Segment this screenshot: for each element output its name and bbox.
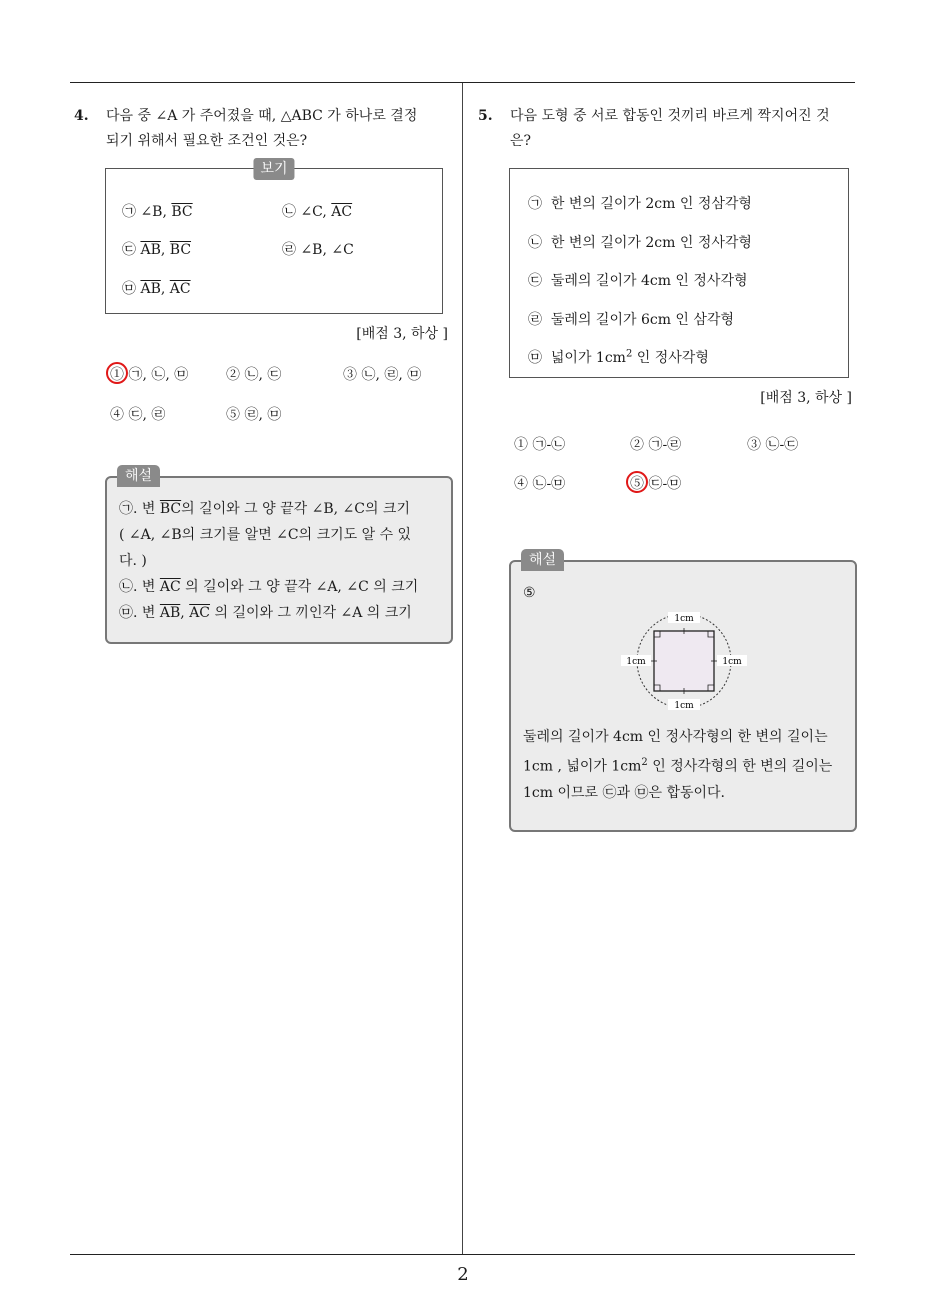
q5-choice-3[interactable] <box>747 434 798 454</box>
condition-item <box>528 193 752 213</box>
bogi-item <box>282 239 354 259</box>
q5-explanation <box>509 552 857 832</box>
bogi-sep: , <box>160 281 170 297</box>
exp-segment: $\overline{AB}$ <box>159 605 181 621</box>
bogi-item <box>122 239 191 259</box>
bogi-segment: $\overline{AC}$ <box>169 281 191 297</box>
q4-number: 4. <box>74 108 89 124</box>
square-circle-figure <box>523 608 843 718</box>
exp-line <box>119 574 441 600</box>
condition-text: 인 정사각형 <box>632 350 709 366</box>
condition-mark: ㉤ <box>528 350 542 366</box>
bogi-mark: ㉤ <box>122 281 136 297</box>
exp-line <box>119 600 441 626</box>
exp-text: 의 길이와 그 양 끝각 ∠A, ∠C 의 크기 <box>180 579 419 595</box>
label-top: 1cm <box>674 614 694 624</box>
bogi-text: ∠B, <box>140 204 172 220</box>
choice-text: ㉡, ㉢ <box>244 367 282 383</box>
q4-explanation <box>105 468 453 644</box>
q5-text <box>510 104 858 154</box>
q5-conditions-box <box>509 168 849 378</box>
q5-choice-4[interactable] <box>514 473 565 493</box>
q5-choice-2[interactable] <box>630 434 681 454</box>
exp-segment: $\overline{BC}$ <box>159 501 182 517</box>
condition-text: 한 변의 길이가 2cm 인 정삼각형 <box>550 196 752 212</box>
bogi-item <box>122 201 193 221</box>
bogi-title: 보기 <box>253 158 294 180</box>
unit-square <box>654 631 714 691</box>
exp-line <box>523 750 845 780</box>
bogi-mark: ㉡ <box>282 204 296 220</box>
condition-text: 넓이가 1cm <box>550 350 626 366</box>
condition-item <box>528 309 734 329</box>
q4-header <box>74 104 454 154</box>
exp-line <box>119 496 441 522</box>
exp-text: 의 길이와 그 양 끝각 ∠B, ∠C의 크기 <box>181 501 410 517</box>
explanation-title: 해설 <box>117 465 160 487</box>
choice-text: ㉠, ㉡, ㉤ <box>128 367 189 383</box>
bogi-segment: $\overline{AB}$ <box>140 281 161 297</box>
condition-item <box>528 347 709 367</box>
label-bottom: 1cm <box>674 701 694 711</box>
condition-mark: ㉣ <box>528 312 542 328</box>
choice-number: ⑤ <box>630 476 644 492</box>
q5-score: [배점 3, 하상 ] <box>760 390 852 406</box>
exp-text: 인 정사각형의 한 변의 길이는 <box>647 758 833 775</box>
selected-answer-circle <box>106 362 128 384</box>
condition-mark: ㉡ <box>528 235 542 251</box>
bogi-segment: $\overline{AB}$ <box>140 242 161 258</box>
choice-text: ㉠-㉡ <box>532 437 566 453</box>
q4-text-line1: 다음 중 ∠A 가 주어졌을 때, △ABC 가 하나로 결정 <box>106 108 418 124</box>
condition-mark: ㉠ <box>528 196 542 212</box>
page-number: 2 <box>457 1264 469 1285</box>
choice-text: ㉡, ㉣, ㉤ <box>361 367 422 383</box>
question-5 <box>478 104 858 832</box>
condition-mark: ㉢ <box>528 273 542 289</box>
bogi-segment: $\overline{BC}$ <box>171 204 193 220</box>
exp-superscript: 2 <box>641 757 648 768</box>
condition-superscript: 2 <box>625 348 633 360</box>
q5-text-line1: 다음 도형 중 서로 합동인 것끼리 바르게 짝지어진 것 <box>510 108 830 124</box>
q5-choices <box>478 432 858 522</box>
exp-line: ( ∠A, ∠B의 크기를 알면 ∠C의 크기도 알 수 있 <box>119 527 412 543</box>
exp-text: , <box>180 605 190 621</box>
column-divider <box>462 83 463 1254</box>
exp-line: 둘레의 길이가 4cm 인 정사각형의 한 변의 길이는 <box>523 729 828 745</box>
question-4 <box>74 104 454 644</box>
exp-text: 1cm , 넓이가 1cm <box>523 758 642 775</box>
condition-item <box>528 270 748 290</box>
q4-choice-2[interactable] <box>226 364 281 384</box>
bogi-item <box>282 201 352 221</box>
bogi-mark: ㉣ <box>282 242 296 258</box>
exp-segment: $\overline{AC}$ <box>159 579 181 595</box>
exp-text: ㉠. 변 <box>119 501 160 517</box>
q4-choices <box>74 362 454 452</box>
label-left: 1cm <box>626 657 646 667</box>
choice-text: ㉡-㉤ <box>532 476 566 492</box>
exp-text: ㉡. 변 <box>119 579 160 595</box>
q4-choice-5[interactable] <box>226 404 281 424</box>
choice-number: ② <box>630 437 644 453</box>
condition-text: 둘레의 길이가 6cm 인 삼각형 <box>550 312 734 328</box>
label-right: 1cm <box>722 657 742 667</box>
q5-text-line2: 은? <box>510 133 532 149</box>
choice-number: ① <box>514 437 528 453</box>
choice-number: ⑤ <box>226 407 240 423</box>
choice-text: ㉡-㉢ <box>765 437 799 453</box>
choice-number: ④ <box>110 407 124 423</box>
bottom-rule <box>70 1254 855 1255</box>
exp-text: ㉤. 변 <box>119 605 160 621</box>
bogi-text: ∠B, ∠C <box>300 242 354 258</box>
q4-score: [배점 3, 하상 ] <box>356 326 448 342</box>
exp-answer: ⑤ <box>523 585 536 601</box>
exp-line: 다. ) <box>119 553 147 569</box>
exp-text: 의 길이와 그 끼인각 ∠A 의 크기 <box>210 605 412 621</box>
bogi-segment: $\overline{AC}$ <box>331 204 353 220</box>
q4-choice-3[interactable] <box>343 364 421 384</box>
q5-number: 5. <box>478 108 493 124</box>
condition-text: 둘레의 길이가 4cm 인 정사각형 <box>550 273 748 289</box>
choice-number: ④ <box>514 476 528 492</box>
choice-number: ③ <box>343 367 357 383</box>
choice-number: ① <box>110 367 124 383</box>
selected-answer-circle <box>626 471 648 493</box>
choice-number: ③ <box>747 437 761 453</box>
choice-text: ㉢-㉤ <box>648 476 682 492</box>
exp-segment: $\overline{AC}$ <box>189 605 211 621</box>
bogi-sep: , <box>160 242 170 258</box>
q5-header <box>478 104 858 154</box>
q4-text <box>106 104 454 154</box>
bogi-mark: ㉠ <box>122 204 136 220</box>
explanation-title: 해설 <box>521 549 564 571</box>
exp-line: 1cm 이므로 ㉢과 ㉤은 합동이다. <box>523 784 725 801</box>
choice-text: ㉢, ㉣ <box>128 407 166 423</box>
bogi-text: ∠C, <box>300 204 332 220</box>
q4-choice-4[interactable] <box>110 404 165 424</box>
bogi-mark: ㉢ <box>122 242 136 258</box>
choice-text: ㉣, ㉤ <box>244 407 282 423</box>
bogi-item <box>122 278 191 298</box>
choice-number: ② <box>226 367 240 383</box>
condition-item <box>528 232 752 252</box>
bogi-segment: $\overline{BC}$ <box>169 242 192 258</box>
q4-bogi-box <box>105 161 443 314</box>
choice-text: ㉠-㉣ <box>648 437 682 453</box>
q4-text-line2: 되기 위해서 필요한 조건인 것은? <box>106 133 308 149</box>
q5-choice-1[interactable] <box>514 434 565 454</box>
condition-text: 한 변의 길이가 2cm 인 정사각형 <box>550 235 752 251</box>
